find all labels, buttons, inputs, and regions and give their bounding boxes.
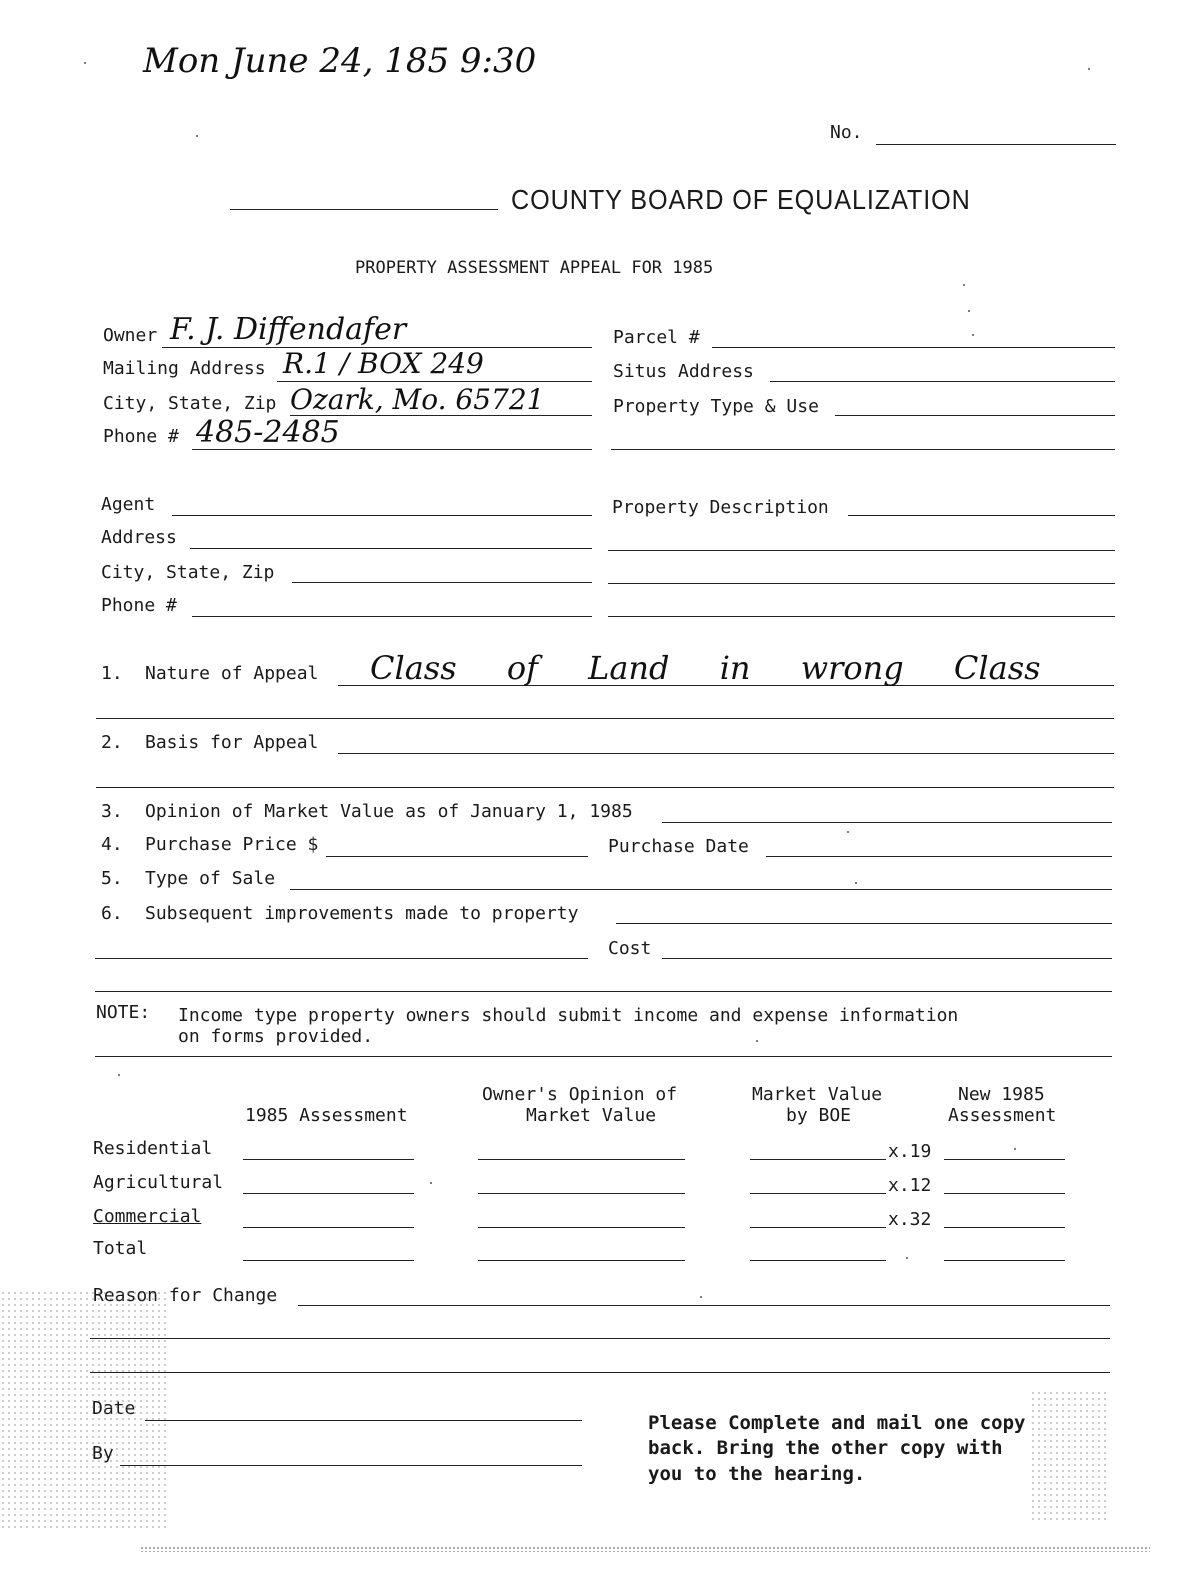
scan-speck — [196, 135, 198, 137]
scan-speck — [756, 1040, 758, 1042]
type-of-sale-field[interactable] — [290, 889, 1112, 890]
cost-field[interactable] — [662, 958, 1112, 959]
scan-speck — [84, 62, 86, 64]
col-new-assessment-line-2: Assessment — [948, 1105, 1057, 1126]
purchase-price-field[interactable] — [326, 856, 588, 857]
property-description-field-4[interactable] — [608, 616, 1115, 617]
commercial-owner-field[interactable] — [478, 1227, 685, 1228]
scan-edge-dots — [140, 1546, 1150, 1552]
col-1985-assessment: 1985 Assessment — [245, 1105, 408, 1126]
row-label-commercial: Commercial — [93, 1206, 202, 1227]
residential-owner-field[interactable] — [478, 1159, 685, 1160]
commercial-boe-field[interactable] — [750, 1227, 886, 1228]
scan-speck — [430, 1182, 432, 1184]
scan-speck — [906, 1257, 908, 1259]
item-6-number: 6. — [101, 903, 123, 924]
parcel-label: Parcel # — [613, 327, 700, 348]
agricultural-factor: x.12 — [888, 1175, 932, 1196]
agent-address-label: Address — [101, 527, 177, 548]
property-description-field-3[interactable] — [608, 583, 1115, 584]
improvements-field[interactable] — [616, 923, 1112, 924]
phone-value: 485-2485 — [196, 415, 340, 450]
scan-speck — [847, 831, 849, 833]
property-type-field[interactable] — [835, 415, 1115, 416]
reason-for-change-field[interactable] — [298, 1305, 1110, 1306]
agent-phone-label: Phone # — [101, 595, 177, 616]
scan-speck — [968, 310, 970, 312]
handwritten-date-note: Mon June 24, 185 9:30 — [143, 41, 537, 81]
instructions-line-1: Please Complete and mail one copy — [648, 1412, 1026, 1434]
improvements-label: Subsequent improvements made to property — [145, 903, 579, 924]
situs-address-label: Situs Address — [613, 361, 754, 382]
residential-1985-field[interactable] — [243, 1159, 414, 1160]
property-type-field-2[interactable] — [611, 449, 1115, 450]
row-label-residential: Residential — [93, 1138, 213, 1159]
type-of-sale-label: Type of Sale — [145, 868, 276, 889]
mailing-address-label: Mailing Address — [103, 358, 266, 379]
agent-phone-field[interactable] — [192, 616, 592, 617]
scan-noise-left — [0, 1290, 170, 1530]
property-type-label: Property Type & Use — [613, 396, 819, 417]
reason-for-change-field-3[interactable] — [90, 1372, 1110, 1373]
row-label-total: Total — [93, 1238, 148, 1259]
improvements-field-2[interactable] — [95, 958, 588, 959]
reason-for-change-field-2[interactable] — [90, 1338, 1110, 1339]
date-label: Date — [92, 1398, 136, 1419]
item-4-number: 4. — [101, 834, 123, 855]
total-owner-field[interactable] — [478, 1260, 685, 1261]
market-value-opinion-label: Opinion of Market Value as of January 1, 1985 — [145, 801, 633, 822]
agricultural-boe-field[interactable] — [750, 1193, 886, 1194]
number-field[interactable] — [876, 144, 1116, 145]
phone-label: Phone # — [103, 426, 179, 447]
property-description-field-2[interactable] — [608, 550, 1115, 551]
commercial-factor: x.32 — [888, 1209, 932, 1230]
scan-noise-right — [1030, 1390, 1110, 1520]
date-field[interactable] — [145, 1420, 582, 1421]
city-state-zip-value: Ozark, Mo. 65721 — [290, 383, 545, 416]
instructions-line-3: you to the hearing. — [648, 1463, 866, 1485]
col-new-assessment-line-1: New 1985 — [958, 1084, 1045, 1105]
basis-for-appeal-field-2[interactable] — [96, 787, 1114, 788]
mailing-address-value: R.1 / BOX 249 — [283, 347, 484, 380]
note-line-1: Income type property owners should submit income and expense information — [178, 1005, 959, 1026]
nature-of-appeal-field-2[interactable] — [96, 718, 1114, 719]
item-2-number: 2. — [101, 732, 123, 753]
situs-address-field[interactable] — [770, 381, 1115, 382]
col-market-value-line-2: by BOE — [786, 1105, 852, 1126]
scan-speck — [963, 284, 965, 286]
by-field[interactable] — [120, 1465, 582, 1466]
item-1-number: 1. — [101, 663, 123, 684]
agent-city-label: City, State, Zip — [101, 562, 275, 583]
property-description-label: Property Description — [612, 497, 829, 518]
agricultural-1985-field[interactable] — [243, 1193, 414, 1194]
owner-value: F. J. Diffendafer — [170, 312, 407, 347]
residential-new-field[interactable] — [944, 1159, 1065, 1160]
scan-speck — [1014, 1148, 1016, 1150]
agent-label: Agent — [101, 494, 156, 515]
total-new-field[interactable] — [944, 1260, 1065, 1261]
commercial-new-field[interactable] — [944, 1227, 1065, 1228]
scan-speck — [118, 1074, 120, 1076]
col-owner-opinion-line-2: Market Value — [526, 1105, 657, 1126]
agent-field[interactable] — [172, 515, 592, 516]
by-label: By — [92, 1443, 114, 1464]
residential-boe-field[interactable] — [750, 1159, 886, 1160]
total-1985-field[interactable] — [243, 1260, 414, 1261]
agent-address-field[interactable] — [190, 548, 592, 549]
purchase-date-label: Purchase Date — [608, 836, 749, 857]
county-name-field[interactable] — [230, 209, 498, 210]
property-description-field[interactable] — [848, 515, 1115, 516]
reason-for-change-label: Reason for Change — [93, 1285, 278, 1306]
nature-of-appeal-label: Nature of Appeal — [145, 663, 319, 684]
mailing-address-field[interactable] — [277, 381, 592, 382]
note-divider — [95, 1056, 1112, 1057]
row-label-agricultural: Agricultural — [93, 1172, 224, 1193]
agricultural-owner-field[interactable] — [478, 1193, 685, 1194]
improvements-field-3[interactable] — [95, 991, 1112, 992]
agent-city-field[interactable] — [292, 582, 592, 583]
form-subtitle: PROPERTY ASSESSMENT APPEAL FOR 1985 — [355, 258, 714, 278]
scan-speck — [1088, 68, 1090, 70]
col-owner-opinion-line-1: Owner's Opinion of — [482, 1084, 678, 1105]
nature-of-appeal-value: Class of Land in wrong Class — [370, 649, 1041, 687]
col-market-value-line-1: Market Value — [752, 1084, 883, 1105]
commercial-1985-field[interactable] — [243, 1227, 414, 1228]
agricultural-new-field[interactable] — [944, 1193, 1065, 1194]
purchase-date-field[interactable] — [766, 856, 1112, 857]
parcel-field[interactable] — [712, 347, 1115, 348]
instructions-line-2: back. Bring the other copy with — [648, 1437, 1003, 1459]
cost-label: Cost — [608, 938, 652, 959]
note-label: NOTE: — [96, 1002, 151, 1023]
item-5-number: 5. — [101, 868, 123, 889]
scan-speck — [972, 334, 974, 336]
total-boe-field[interactable] — [750, 1260, 886, 1261]
scan-speck — [700, 1296, 702, 1298]
purchase-price-label: Purchase Price $ — [145, 834, 319, 855]
item-3-number: 3. — [101, 801, 123, 822]
note-line-2: on forms provided. — [178, 1026, 374, 1047]
owner-label: Owner — [103, 325, 158, 346]
city-state-zip-label: City, State, Zip — [103, 393, 277, 414]
residential-factor: x.19 — [888, 1141, 932, 1162]
basis-for-appeal-field[interactable] — [338, 753, 1114, 754]
scan-speck — [855, 882, 857, 884]
basis-for-appeal-label: Basis for Appeal — [145, 732, 319, 753]
page-title: COUNTY BOARD OF EQUALIZATION — [511, 184, 971, 215]
number-label: No. — [830, 122, 863, 143]
market-value-opinion-field[interactable] — [662, 822, 1112, 823]
